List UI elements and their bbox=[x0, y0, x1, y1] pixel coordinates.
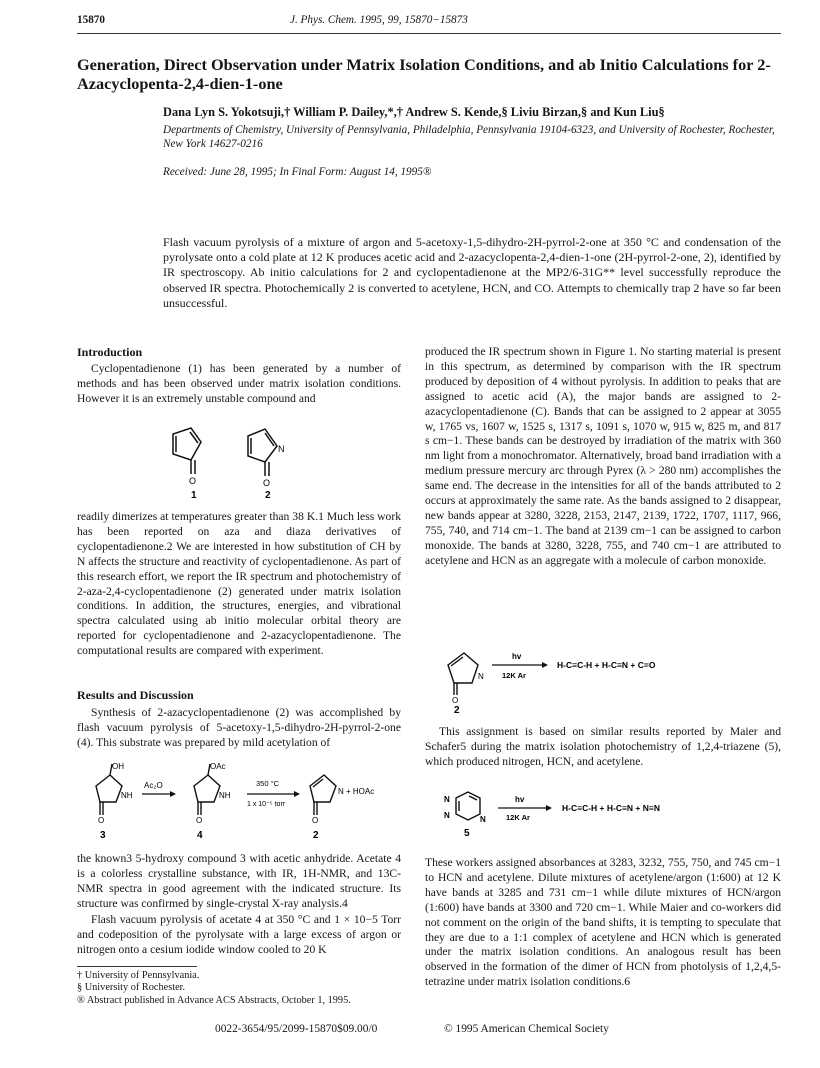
oxygen-label-2: O bbox=[263, 478, 271, 488]
compound-2-structure bbox=[310, 775, 336, 815]
footer-code: 0022-3654/95/2099-15870$09.00/0 bbox=[215, 1023, 378, 1035]
pyrolysis-temperature: 350 °C bbox=[256, 779, 280, 788]
header-rule bbox=[77, 33, 781, 34]
journal-citation: J. Phys. Chem. 1995, 99, 15870−15873 bbox=[290, 14, 468, 26]
reagent-ac2o: Ac₂O bbox=[144, 781, 163, 790]
oxygen-label-1: O bbox=[189, 476, 197, 486]
nh-label-3: NH bbox=[121, 791, 133, 800]
results-paragraph-2: the known3 5-hydroxy compound 3 with acetic anhydride. Acetate 4 is a colorless crystalline substance, with IR, 1H-NMR, and 13C-NMR spectra in good agreement with the indicated structure. Its structure was confirmed by single-crystal X-ray analysis.4 bbox=[77, 852, 401, 910]
results-paragraph-1: Synthesis of 2-azacyclopentadienone (2) was accomplished by flash vacuum pyrolysis of 5-acetoxy-1,5-dihydro-2H-pyrrol-2-one (4). This substrate was prepared by mild acetylation of bbox=[77, 706, 401, 749]
oxygen-label-photo: O bbox=[452, 696, 459, 705]
footnote-2: § University of Rochester. bbox=[77, 982, 186, 994]
received-dates: Received: June 28, 1995; In Final Form: August 14, 1995® bbox=[163, 166, 432, 178]
compounds-1-2-figure bbox=[165, 422, 325, 500]
photoproducts-2: H-C≡C-H + H-C≡N + N≡N bbox=[562, 803, 660, 813]
right-paragraph-3: These workers assigned absorbances at 3283, 3232, 755, 750, and 745 cm−1 to HCN and acetylene. Dilute mixtures of acetylene/argon (1:600) at 12 K have bands at 3285 and 731 cm−1 while dilute mixtures of HCN/argon (1:600) have bands at 3300 and 720 cm−1. While Maier and co-workers did not comment on the origin of the band shifts, it is tempting to speculate that they are due to a 1:1 complex of acetylene and HCN which is generated under the matrix isolation conditions. An analogous result has been observed in the formation of the dimer of HCN from photolysis of 1,2,4,5-tetrazine under matrix isolation conditions.6 bbox=[425, 856, 781, 989]
oxygen-label-scheme: O bbox=[312, 816, 319, 825]
footnote-rule bbox=[77, 966, 197, 967]
footnote-1: † University of Pennsylvania. bbox=[77, 970, 200, 981]
hv-label-2: hv bbox=[515, 795, 525, 804]
triazene-n1: N bbox=[444, 795, 450, 804]
triazene-n2: N bbox=[444, 811, 450, 820]
results-paragraph-3: Flash vacuum pyrolysis of acetate 4 at 350 °C and 1 × 10−5 Torr and codeposition of the pyrolysate with a large excess of argon or nitrogen onto a cesium iodide window cooled to 20 K bbox=[77, 913, 401, 956]
compound-label-2-scheme: 2 bbox=[313, 830, 319, 840]
right-paragraph-2: This assignment is based on similar results reported by Maier and Schafer5 during the matrix isolation photochemistry of 1,2,4-triazene (5), which produced nitrogen, HCN, and acetylene. bbox=[425, 725, 781, 768]
footer-copyright: © 1995 American Chemical Society bbox=[444, 1023, 609, 1035]
triazene-structure bbox=[456, 792, 480, 820]
photoproducts-1: H-C≡C-H + H-C≡N + C=O bbox=[557, 660, 656, 670]
pyrolysis-pressure: 1 x 10⁻⁵ torr bbox=[247, 801, 286, 808]
footnote-3: ® Abstract published in Advance ACS Abstracts, October 1, 1995. bbox=[77, 994, 351, 1006]
intro-heading: Introduction bbox=[77, 345, 143, 359]
compound-3-structure bbox=[96, 764, 122, 815]
results-heading: Results and Discussion bbox=[77, 688, 194, 702]
conditions-label-1: 12K Ar bbox=[502, 671, 526, 680]
oxygen-label-3: O bbox=[98, 816, 105, 825]
hydroxy-label: OH bbox=[112, 762, 124, 771]
compound-4-structure bbox=[194, 764, 220, 815]
cyclopentadienone-structure bbox=[173, 428, 201, 474]
compound-label-3: 3 bbox=[100, 830, 106, 840]
abstract: Flash vacuum pyrolysis of a mixture of argon and 5-acetoxy-1,5-dihydro-2H-pyrrol-2-one at 350 °C and condensation of the pyrolysate onto a cold plate at 12 K produces acetic acid and 2-azacyclopenta-2,4-dien-1-one (2H-pyrrol-2-one, 2), identified by IR spectroscopy. Ab initio calculations for 2 and cyclopentadienone at the MP2/6-31G** level successfully reproduce the observed IR spectra. Photochemically 2 is converted to acetylene, HCN, and CO. Attempts to chemically trap 2 have so far been unsuccessful. bbox=[163, 235, 781, 310]
azacyclopentadienone-structure bbox=[248, 429, 277, 476]
author-list: Dana Lyn S. Yokotsuji,† William P. Dailey,*,† Andrew S. Kende,§ Liviu Birzan,§ and Kun Liu§ bbox=[163, 105, 665, 119]
triazene-n4: N bbox=[480, 815, 486, 824]
nitrogen-label-2: N bbox=[278, 444, 285, 454]
compound-label-4: 4 bbox=[197, 830, 203, 840]
oxygen-label-4: O bbox=[196, 816, 203, 825]
affiliation: Departments of Chemistry, University of Pennsylvania, Philadelphia, Pennsylvania 19104-6323, and University of Rochester, Rochester, New York 14627-0216 bbox=[163, 124, 775, 150]
compound-label-5: 5 bbox=[464, 828, 470, 839]
intro-paragraph-2: readily dimerizes at temperatures greater than 38 K.1 Much less work has been reported on aza and diaza derivatives of cyclopentadienone.2 We are interested in how substitution of CH by N affects the structure and reactivity of cyclopentadienone. As part of this research effort, we report the IR spectrum and photochemistry of 2-aza-2,4-cyclopentadienone (2) generated under matrix isolation conditions. In addition, the structures, energies, and vibrational spectra calculated using ab initio molecular orbital theory are reported for cyclopentadienone and 2-azacyclopentadienone. The computational results are compared with experiment. bbox=[77, 510, 401, 658]
right-paragraph-1: produced the IR spectrum shown in Figure 1. No starting material is present in this spectrum, as determined by comparison with the IR spectrum produced by deposition of 4 without pyrolysis. In addition to peaks that are assigned to acetic acid (A), the major bands are assigned to 2-azacyclopentadienone (C). Bands that can be assigned to 2 appear at 3055 w, 1765 vs, 1607 w, 1525 s, 1317 s, 1091 s, 1070 w, 915 w, 825 m, and 817 s cm−1. These bands can be destroyed by irradiation of the matrix with 360 nm light from a monochromator. Alternatively, broad band irradiation with a medium pressure mercury arc through Pyrex (λ > 280 nm) accomplishes the same end. The decrease in the intensities for all of the bands attributed to 2 occurs at approximately the same rate. As the bands assigned to 2 disappear, new bands appear at 3280, 3228, 2153, 2147, 2139, 1722, 1707, 1117, 966, 755, 740, and 714 cm−1. The band at 2139 cm−1 can be assigned to carbon monoxide. The bands at 3280, 3228, 755, and 740 cm−1 are attributed to acetylene and HCN as an aggregate with a molecule of carbon monoxide. bbox=[425, 345, 781, 567]
conditions-label-2: 12K Ar bbox=[506, 813, 530, 822]
compound-2-photolysis-structure bbox=[448, 653, 478, 695]
page-number: 15870 bbox=[77, 14, 105, 26]
nitrogen-label-photo: N bbox=[478, 672, 484, 681]
byproduct-hoac: + HOAc bbox=[346, 787, 375, 796]
nh-label-4: NH bbox=[219, 791, 231, 800]
compound-label-2: 2 bbox=[265, 490, 271, 500]
synthesis-scheme bbox=[84, 760, 404, 840]
photolysis-scheme-2 bbox=[440, 645, 780, 713]
hv-label-1: hv bbox=[512, 652, 522, 661]
compound-label-2-photo: 2 bbox=[454, 705, 460, 713]
nitrogen-label-scheme: N bbox=[338, 787, 344, 796]
intro-paragraph-1: Cyclopentadienone (1) has been generated by a number of methods and has been observed under matrix isolation conditions. However it is an extremely unstable compound and bbox=[77, 362, 401, 405]
photolysis-scheme-5 bbox=[440, 786, 780, 848]
compound-label-1: 1 bbox=[191, 490, 197, 500]
footnotes bbox=[77, 970, 401, 1007]
article-title: Generation, Direct Observation under Matrix Isolation Conditions, and ab Initio Calculations for 2-Azacyclopenta-2,4-dien-1-one bbox=[77, 55, 771, 93]
acetoxy-label: OAc bbox=[210, 762, 226, 771]
